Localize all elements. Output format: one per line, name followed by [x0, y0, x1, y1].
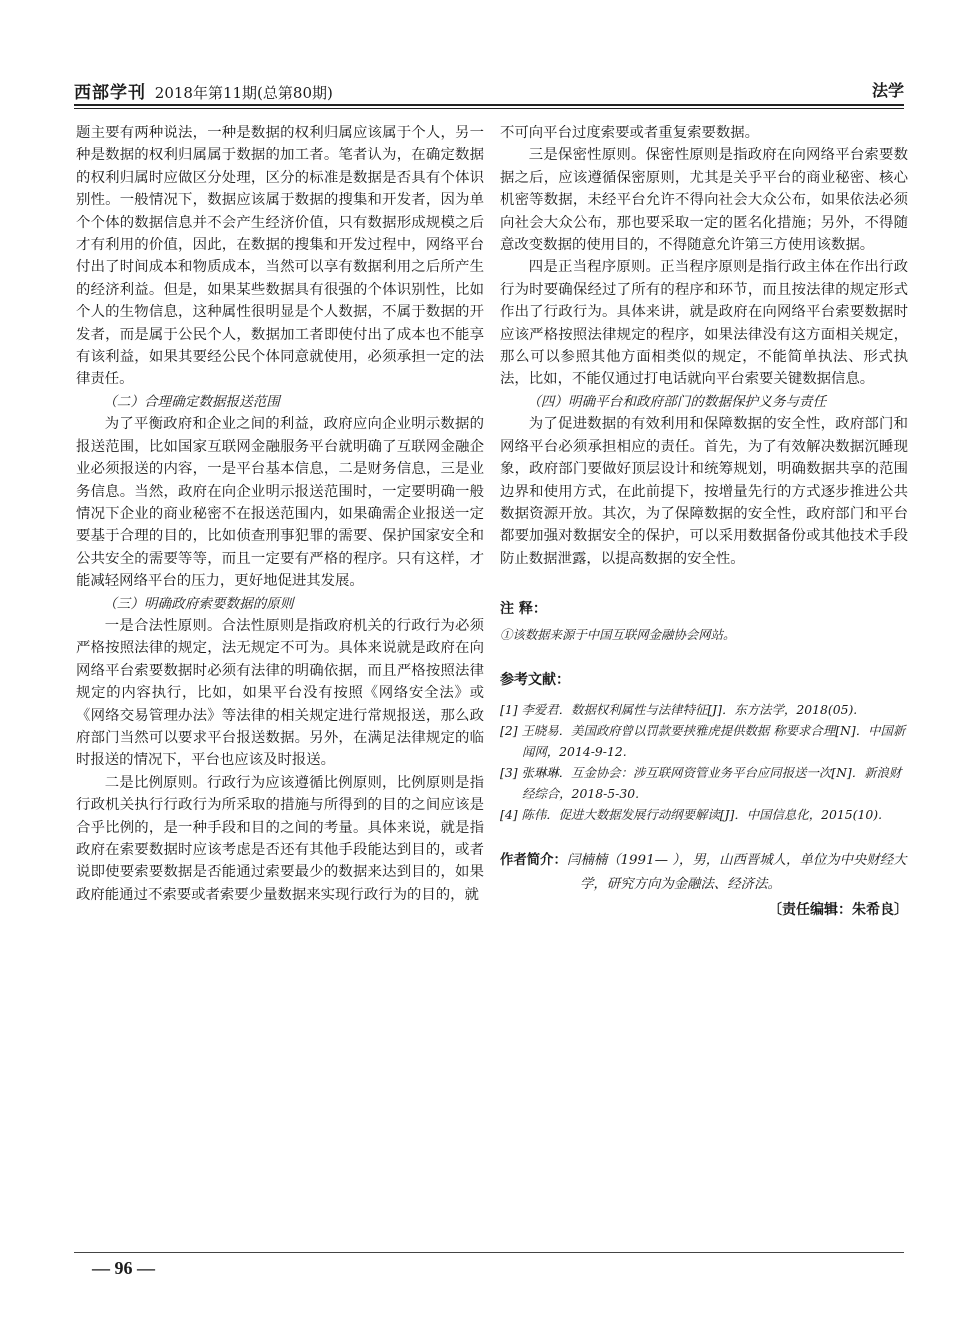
references-title: 参考文献： — [500, 671, 570, 688]
note-item: ①该数据来源于中国互联网金融协会网站。 — [500, 626, 736, 642]
body-paragraph: 二是比例原则。行政行为应该遵循比例原则，比例原则是指行政机关执行行政行为所采取的措施与所得到的目的之间应该是合乎比例的，是一种手段和目的之间的考量。具体来说，就是指政府在索要数据时应该考虑是否还有其他手段能达到目的，或者说即使要索要数据是否能通过索要最少的数据来达到目的，如果政府能通过不索要或者索要少量数据来实现行政行为的目的，就 — [76, 774, 484, 903]
responsible-editor: 〔责任编辑：朱希良〕 — [768, 901, 908, 918]
section-name: 法学 — [871, 81, 904, 100]
reference-item: [2] 王晓易．美国政府曾以罚款要挟雅虎提供数据 称要求合理[N]．中国新闻网，2014-9-12. — [500, 722, 906, 759]
body-paragraph: 为了平衡政府和企业之间的利益，政府应向企业明示数据的报送范围，比如国家互联网金融服务平台就明确了互联网金融企业必须报送的内容，一是平台基本信息，二是财务信息，三是业务信息。当然，政府在向企业明示报送范围时，一定要明确一般情况下企业的商业秘密不在报送范围内，如果确需企业报送一定要基于合理的目的，比如侦查刑事犯罪的需要、保护国家安全和公共安全的需要等等，而且一定要有严格的程序。只有这样，才能减轻网络平台的压力，更好地促进其发展。 — [76, 416, 484, 590]
body-paragraph: 一是合法性原则。合法性原则是指政府机关的行政行为必须严格按照法律的规定，法无规定不可为。具体来说就是政府在向网络平台索要数据时必须有法律的明确依据，而且严格按照法律规定的内容执行，比如，如果平台没有按照《网络安全法》或《网络交易管理办法》等法律的相关规定进行常规报送，那么政府部门当然可以要求平台报送数据。另外，在满足法律规定的临时报送的情况下，平台也应该及时报送。 — [76, 617, 484, 769]
header-rule-thin — [74, 108, 904, 109]
body-paragraph: 不可向平台过度索要或者重复索要数据。 — [500, 125, 760, 141]
notes-list — [500, 625, 908, 645]
body-paragraph: 题主要有两种说法，一种是数据的权利归属应该属于个人，另一种是数据的权利归属属于数据的加工者。笔者认为，在确定数据的权利归属时应做区分处理，区分的标准是数据是否具有个体识别性。一般情况下，数据应该属于数据的搜集和开发者，因为单个个体的数据信息并不会产生经济价值，只有数据形成规模之后才有利用的价值，因此，在数据的搜集和开发过程中，网络平台付出了时间成本和物质成本，当然可以享有数据利用之后所产生的经济利益。但是，如果某些数据具有很强的个体识别性，比如个人的生物信息，这种属性很明显是个人数据，不属于数据的开发者，而是属于公民个人，数据加工者即使付出了成本也不能享有该利益，如果其要经公民个体同意就使用，必须承担一定的法律责任。 — [76, 125, 484, 388]
running-header — [74, 72, 904, 102]
section-subheading: （二）合理确定数据报送范围 — [103, 393, 280, 410]
references-list — [500, 699, 908, 825]
right-column — [500, 122, 908, 921]
reference-item: [3] 张琳琳．互金协会：涉互联网资管业务平台应同报送一次[N]．新浪财经综合，2018-5-30. — [500, 764, 902, 801]
footer-rule — [74, 1252, 904, 1253]
right-body — [500, 122, 908, 570]
author-bio — [500, 849, 908, 897]
header-left — [74, 78, 333, 103]
reference-item: [4] 陈伟．促进大数据发展行动纲要解读[J]．中国信息化，2015(10). — [500, 806, 883, 822]
issue-info: 2018年第11期(总第80期) — [154, 84, 333, 102]
header-rule — [74, 104, 904, 106]
reference-item: [1] 李爱君．数据权利属性与法律特征[J]．东方法学，2018(05). — [500, 701, 858, 717]
author-bio-text: 闫楠楠（1991— ），男，山西晋城人，单位为中央财经大学，研究方向为金融法、经济法。 — [566, 852, 907, 892]
body-paragraph: 为了促进数据的有效利用和保障数据的安全性，政府部门和网络平台必须承担相应的责任。首先，为了有效解决数据沉睡现象，政府部门要做好顶层设计和统筹规划，明确数据共享的范围边界和使用方式，在此前提下，按增量先行的方式逐步推进公共数据资源开放。其次，为了保障数据的安全性，政府部门和平台都要加强对数据安全的保护，可以采用数据备份或其他技术手段防止数据泄露，以提高数据的安全性。 — [500, 416, 908, 567]
section-subheading: （四）明确平台和政府部门的数据保护义务与责任 — [527, 393, 827, 410]
journal-name: 西部学刊 — [74, 83, 146, 103]
left-column — [76, 122, 484, 906]
section-subheading: （三）明确政府索要数据的原则 — [103, 595, 294, 612]
author-bio-label: 作者简介： — [500, 852, 567, 868]
body-paragraph: 三是保密性原则。保密性原则是指政府在向网络平台索要数据之后，应该遵循保密原则，尤其是关乎平台的商业秘密、核心机密等数据，未经平台允许不得向社会大众公布，如果依法必须向社会大众公布，那也要采取一定的匿名化措施；另外，不得随意改变数据的使用目的，不得随意允许第三方使用该数据。 — [500, 147, 908, 254]
body-paragraph: 四是正当程序原则。正当程序原则是指行政主体在作出行政行为时要确保经过了所有的程序和环节，而且按法律的规定形式作出了行政行为。具体来讲，就是政府在向网络平台索要数据时应该严格按照法律规定的程序，如果法律没有这方面相关规定，那么可以参照其他方面相类似的规定，不能简单执法、形式执法，比如，不能仅通过打电话就向平台索要关键数据信息。 — [500, 259, 908, 388]
notes-title: 注 释： — [500, 601, 547, 618]
page-number: — 96 — — [92, 1258, 155, 1278]
